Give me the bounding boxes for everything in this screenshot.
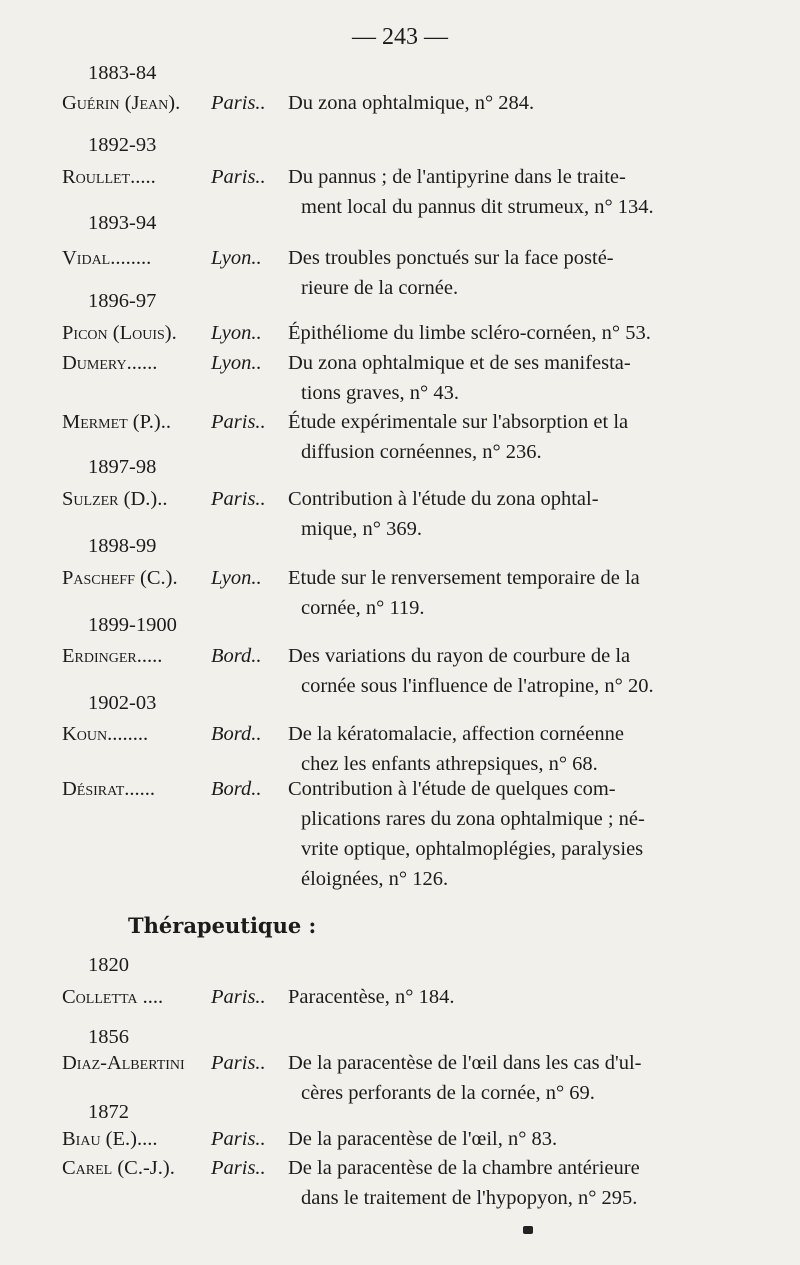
entry-author: Mermet (P.).. xyxy=(62,411,171,433)
entry-description: Des variations du rayon de courbure de la cornée sous l'influence de l'atropine, n° 20. xyxy=(288,645,654,697)
entry-author: Roullet..... xyxy=(62,166,156,188)
entry-author: Vidal........ xyxy=(62,247,152,269)
entry-city: Paris.. xyxy=(211,1052,266,1074)
entry-city: Lyon.. xyxy=(211,352,262,374)
entry-description: Du zona ophtalmique et de ses manifesta- tions graves, n° 43. xyxy=(288,352,631,404)
entry-description: Etude sur le renversement temporaire de la cornée, n° 119. xyxy=(288,567,640,619)
entry-author: Sulzer (D.).. xyxy=(62,488,168,510)
entry-author: Pascheff (C.). xyxy=(62,567,178,589)
entry-description: Du zona ophtalmique, n° 284. xyxy=(288,92,535,114)
entry-author: Erdinger..... xyxy=(62,645,163,667)
entry-description: Des troubles ponctués sur la face posté- rieure de la cornée. xyxy=(288,247,614,299)
entry-description: Paracentèse, n° 184. xyxy=(288,986,455,1008)
entry-description: Contribution à l'étude du zona ophtal- mique, n° 369. xyxy=(288,488,599,540)
ink-mark xyxy=(523,1226,533,1234)
entry-description: Étude expérimentale sur l'absorption et la diffusion cornéennes, n° 236. xyxy=(288,411,629,463)
entry-author: Biau (E.).... xyxy=(62,1128,158,1150)
entry-city: Paris.. xyxy=(211,92,266,114)
entry-description: Épithéliome du limbe scléro-cornéen, n° 53. xyxy=(288,322,651,344)
document-page: — 243 — 1883-84 Guérin (Jean). Paris.. Du zona ophtalmique, n° 284. 1892-93 Roullet..... Paris.. Du pannus ; de l'antipyrine dans le traite- ment local du pannus dit strumeux, n° 134. 1893-94 Vidal........ Lyon.. Des troubles ponctués sur la face posté- rieure de la cornée. 1896-97 Picon (Louis). Lyon.. Épithéliome du limbe scléro-cornéen, n° 53. Dumery...... Lyon.. Du zona ophtalmique et de ses manifesta- tions graves, n° 43. Mermet (P.).. Paris.. Étude expérimentale sur l'absorption et la diffusion cornéennes, n° 236. 1897-98 Sulzer (D.).. Paris.. Contribution à l'étude du zona ophtal- mique, n° 369. 1898-99 Pascheff (C.). Lyon.. Etude sur le renversement temporaire de la cornée, n° 119. 1899-1900 Erdinger..... Bord.. Des variations du rayon de courbure de la cornée sous l'influence de l'atropine, n° 20. 1902-03 Koun........ Bord.. De la kératomalacie, affection cornéenne chez les enfants athrepsiques, n° 68. Désirat...... Bord.. Contribution à l'étude de quelques com- plications rares du zona ophtalmique ; né- vrite optique, ophtalmoplégies, paralysies éloignées, n° 126. Thérapeutique : 1820 Colletta .... Paris.. Paracentèse, n° 184. 1856 Diaz-Albertini Paris.. De la paracentèse de l'œil dans les cas d'ul- cères perforants de la cornée, n° 69. 1872 Biau (E.).... Paris.. De la paracentèse de l'œil, n° 83. Carel (C.-J.). Paris.. De la paracentèse de la chambre antérieure dans le traitement de l'hypopyon, n° 295. xyxy=(0,0,800,1265)
entry-author: Picon (Louis). xyxy=(62,322,177,344)
entry-description: De la paracentèse de l'œil dans les cas d'ul- cères perforants de la cornée, n° 69. xyxy=(288,1052,642,1104)
entry-description: Du pannus ; de l'antipyrine dans le traite- ment local du pannus dit strumeux, n° 134. xyxy=(288,166,654,218)
entry-city: Bord.. xyxy=(211,723,262,745)
entry-city: Bord.. xyxy=(211,645,262,667)
page-number: — 243 — xyxy=(352,24,448,50)
entry-description: De la kératomalacie, affection cornéenne chez les enfants athrepsiques, n° 68. xyxy=(288,723,624,775)
entry-description: De la paracentèse de la chambre antérieure dans le traitement de l'hypopyon, n° 295. xyxy=(288,1157,640,1209)
entry-city: Paris.. xyxy=(211,986,266,1008)
entry-author: Carel (C.-J.). xyxy=(62,1157,175,1179)
entry-city: Lyon.. xyxy=(211,322,262,344)
entry-author: Colletta .... xyxy=(62,986,164,1008)
entry-author: Guérin (Jean). xyxy=(62,92,181,114)
entry-description: De la paracentèse de l'œil, n° 83. xyxy=(288,1128,558,1150)
entry-author: Désirat...... xyxy=(62,778,156,800)
entry-city: Paris.. xyxy=(211,1157,266,1179)
entry-city: Paris.. xyxy=(211,411,266,433)
entry-author: Koun........ xyxy=(62,723,149,745)
entry-city: Paris.. xyxy=(211,1128,266,1150)
entry-city: Lyon.. xyxy=(211,567,262,589)
entry-city: Bord.. xyxy=(211,778,262,800)
entry-author: Dumery...... xyxy=(62,352,158,374)
entry-description: Contribution à l'étude de quelques com- plications rares du zona ophtalmique ; né- vrite optique, ophtalmoplégies, paralysies éloignées, n° 126. xyxy=(288,778,645,890)
entry-city: Paris.. xyxy=(211,488,266,510)
entry-city: Lyon.. xyxy=(211,247,262,269)
entry-author: Diaz-Albertini xyxy=(62,1052,185,1074)
entry-city: Paris.. xyxy=(211,166,266,188)
section-heading: Thérapeutique : xyxy=(128,913,317,938)
